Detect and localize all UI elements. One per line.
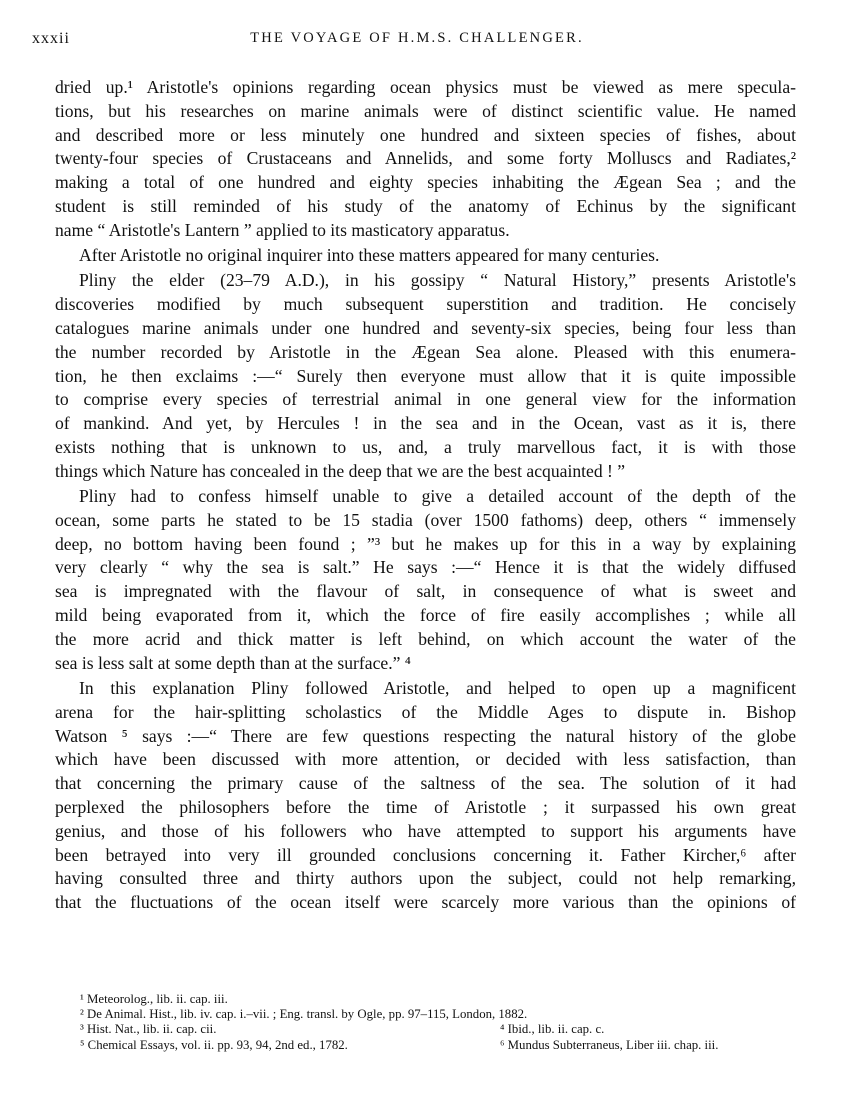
footnote-row [80,1038,770,1053]
text-line: the more acrid and thick matter is left behind, on which account the water of the [55,628,796,649]
text-line: discoveries modified by much subsequent superstition and tradition. He concisely [55,294,796,315]
footnote-1: ¹ Meteorolog., lib. ii. cap. iii. [80,992,228,1006]
text-line: deep, no bottom having been found ; ”³ but he makes up for this in a way by explaining [55,533,796,554]
page-header [32,30,802,52]
text-line: that the fluctuations of the ocean itself were scarcely more various than the opinions of [55,892,796,913]
text-line: After Aristotle no original inquirer into these matters appeared for many centuries. [79,245,660,266]
text-line: to comprise every species of terrestrial animal in one general view for the information [55,389,796,410]
footnote-row [80,1022,770,1037]
text-line: twenty-four species of Crustaceans and Annelids, and some forty Molluscs and Radiates,² [55,148,796,169]
text-line: making a total of one hundred and eighty species inhabiting the Ægean Sea ; and the [55,172,796,193]
footnote-2: ² De Animal. Hist., lib. iv. cap. i.–vii. ; Eng. transl. by Ogle, pp. 97–115, London, 1882. [80,1007,528,1022]
text-line: dried up.¹ Aristotle's opinions regarding ocean physics must be viewed as mere specula- [55,77,796,97]
text-line: ocean, some parts he stated to be 15 stadia (over 1500 fathoms) deep, others “ immensely [55,509,796,530]
footnotes [80,992,770,1053]
text-line: having consulted three and thirty authors upon the subject, could not help remarking, [55,868,796,889]
text-line: student is still reminded of his study of the anatomy of Echinus by the significant [55,195,796,216]
text-line: that concerning the primary cause of the saltness of the sea. The solution of it had [55,773,796,794]
text-line: arena for the hair-splitting scholastics of the Middle Ages to dispute in. Bishop [55,701,796,722]
running-title: THE VOYAGE OF H.M.S. CHALLENGER. [250,30,584,46]
text-line: and described more or less minutely one hundred and sixteen species of fishes, about [55,124,796,145]
text-line: exists nothing that is unknown to us, and, a truly marvellous fact, it is with those [55,436,796,457]
text-line: catalogues marine animals under one hundred and seventy-six species, being four less than [55,317,796,338]
footnote-4: ⁴ Ibid., lib. ii. cap. c. [500,1022,605,1037]
text-line: sea is less salt at some depth than at the surface.” ⁴ [55,652,411,673]
text-line: name “ Aristotle's Lantern ” applied to its masticatory apparatus. [55,219,510,240]
text-line: genius, and those of his followers who have attempted to support his arguments have [55,820,796,841]
text-line: In this explanation Pliny followed Aristotle, and helped to open up a magnificent [79,677,796,698]
text-line: very clearly “ why the sea is salt.” He says :—“ Hence it is that the widely diffused [55,557,796,578]
text-line: the number recorded by Aristotle in the Ægean Sea alone. Pleased with this enumera- [55,341,796,362]
footnote-3: ³ Hist. Nat., lib. ii. cap. cii. [80,1022,217,1037]
text-line: Pliny had to confess himself unable to give a detailed account of the depth of the [79,486,796,507]
text-line: tion, he then exclaims :—“ Surely then everyone must allow that it is quite impossible [55,365,796,386]
text-line: perplexed the philosophers before the time of Aristotle ; it surpassed his own great [55,796,796,817]
text-line: which have been discussed with more attention, or decided with less satisfaction, than [55,749,796,770]
footnote-6: ⁶ Mundus Subterraneus, Liber iii. chap. iii. [500,1037,719,1052]
text-line: tions, but his researches on marine animals were of distinct scientific value. He named [55,100,796,121]
text-line: sea is impregnated with the flavour of salt, in consequence of what is sweet and [55,581,796,602]
footnote-5: ⁵ Chemical Essays, vol. ii. pp. 93, 94, 2nd ed., 1782. [80,1037,348,1052]
text-line: been betrayed into very ill grounded conclusions concerning it. Father Kircher,⁶ after [55,844,796,865]
text-line: of mankind. And yet, by Hercules ! in the sea and in the Ocean, vast as it is, there [55,413,796,434]
text-line: Pliny the elder (23–79 A.D.), in his gossipy “ Natural History,” presents Aristotle's [79,270,796,291]
body-text [55,76,796,915]
text-line: Watson ⁵ says :—“ There are few questions respecting the natural history of the globe [55,725,796,746]
text-line: mild being evaporated from it, which the force of fire easily accomplishes ; while all [55,605,796,626]
page-number: xxxii [32,30,70,47]
text-line: things which Nature has concealed in the deep that we are the best acquainted ! ” [55,460,626,481]
